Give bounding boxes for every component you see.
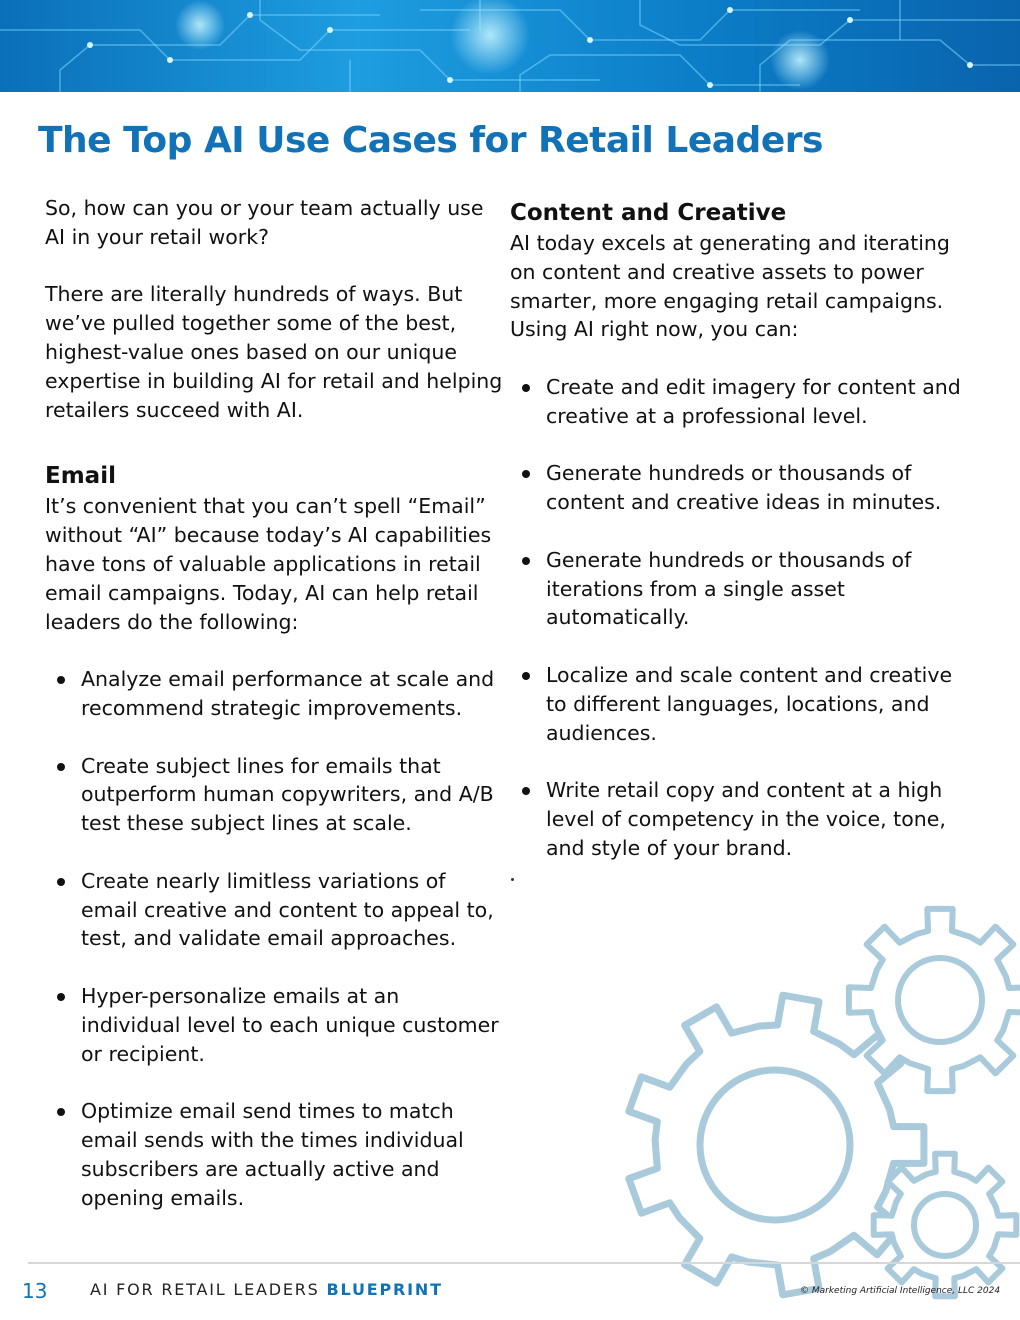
- email-bullet-list: [45, 665, 505, 1212]
- list-item: Hyper-personalize emails at an individual level to each unique customer or recipient.: [45, 982, 505, 1068]
- page-number: 13: [22, 1279, 48, 1303]
- page-title: The Top AI Use Cases for Retail Leaders: [38, 120, 823, 161]
- footer-title-emphasis: BLUEPRINT: [326, 1280, 443, 1299]
- circuit-banner-image: [0, 0, 1020, 92]
- content-creative-bullet-list: [510, 373, 970, 863]
- list-item: Analyze email performance at scale and recommend strategic improvements.: [45, 665, 505, 723]
- list-item: Write retail copy and content at a high level of competency in the voice, tone, and style of your brand.: [510, 776, 970, 862]
- list-item: Localize and scale content and creative to different languages, locations, and audiences.: [510, 661, 970, 747]
- footer-divider: [28, 1262, 1020, 1264]
- gear-small: [874, 1154, 1017, 1297]
- stray-dot: [511, 878, 514, 881]
- list-item: Generate hundreds or thousands of content and creative ideas in minutes.: [510, 459, 970, 517]
- email-body: It’s convenient that you can’t spell “Email” without “AI” because today’s AI capabilities have tons of valuable applications in retail email campaigns. Today, AI can help retail leaders do the following:: [45, 494, 492, 634]
- footer-title: [90, 1280, 443, 1299]
- left-column: [45, 194, 505, 1241]
- gear-medium: [849, 909, 1020, 1091]
- list-item: Create nearly limitless variations of email creative and content to appeal to, test, and validate email approaches.: [45, 867, 505, 953]
- list-item: Create subject lines for emails that outperform human copywriters, and A/B test these subject lines at scale.: [45, 752, 505, 838]
- content-creative-heading: Content and Creative: [510, 200, 787, 226]
- footer-title-prefix: AI FOR RETAIL LEADERS: [90, 1280, 320, 1299]
- copyright: © Marketing Artificial Intelligence, LLC 2024: [800, 1286, 1001, 1296]
- content-creative-body: AI today excels at generating and iterating on content and creative assets to power smarter, more engaging retail campaigns. Using AI right now, you can:: [510, 231, 950, 342]
- list-item: Generate hundreds or thousands of iterations from a single asset automatically.: [510, 546, 970, 632]
- intro-paragraph-2: There are literally hundreds of ways. But we’ve pulled together some of the best, highest-value ones based on our unique expertise in building AI for retail and helping retailers succeed with AI.: [45, 282, 503, 422]
- list-item: Create and edit imagery for content and creative at a professional level.: [510, 373, 970, 431]
- email-heading: Email: [45, 463, 116, 490]
- intro-paragraph-1: So, how can you or your team actually use AI in your retail work?: [45, 196, 484, 249]
- right-column: [510, 197, 970, 891]
- list-item: Optimize email send times to match email sends with the times individual subscribers are actually active and opening emails.: [45, 1097, 505, 1212]
- gears-icon: [620, 900, 1020, 1315]
